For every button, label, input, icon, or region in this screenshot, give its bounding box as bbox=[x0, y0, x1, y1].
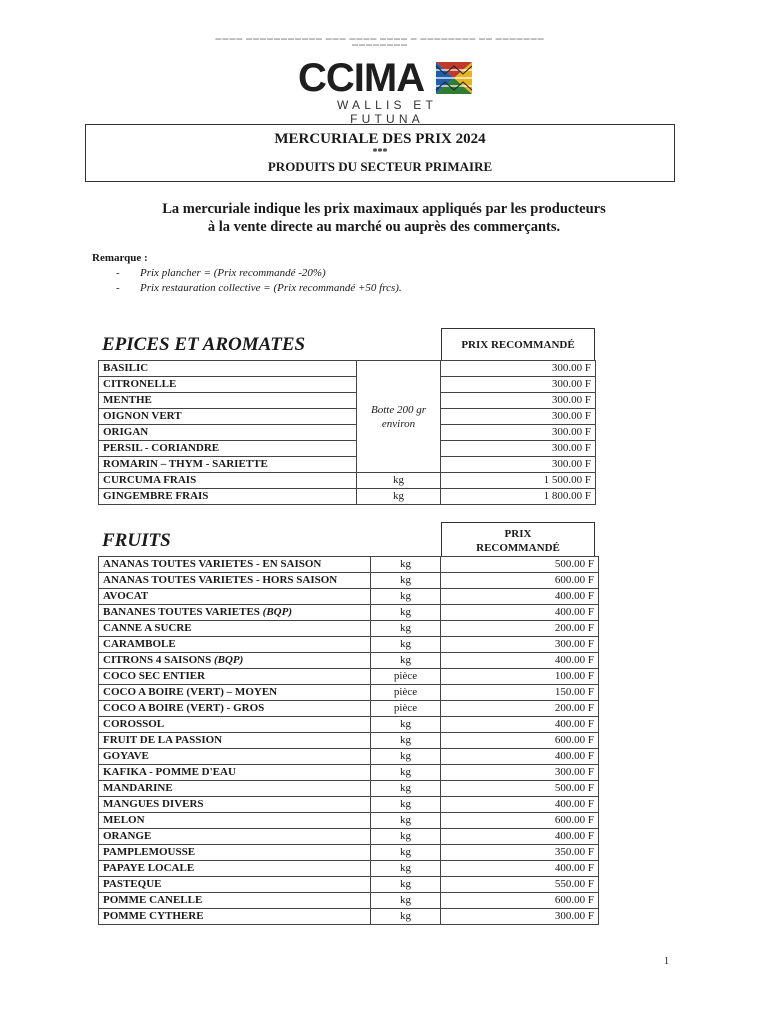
item-name: MELON bbox=[103, 814, 145, 826]
document-title: MERCURIALE DES PRIX 2024 bbox=[274, 131, 486, 147]
item-name-cell bbox=[99, 749, 371, 765]
table-row bbox=[99, 877, 599, 893]
item-price: 300.00 F bbox=[441, 409, 596, 425]
item-name: GINGEMBRE FRAIS bbox=[99, 489, 357, 505]
item-name-suffix: (BQP) bbox=[262, 606, 292, 618]
item-name: OIGNON VERT bbox=[99, 409, 357, 425]
table-row bbox=[99, 409, 596, 425]
item-unit: pièce bbox=[371, 669, 441, 685]
page-number: 1 bbox=[664, 956, 669, 967]
item-price: 400.00 F bbox=[441, 829, 599, 845]
table-row bbox=[99, 669, 599, 685]
item-name: BASILIC bbox=[99, 361, 357, 377]
table-row bbox=[99, 457, 596, 473]
item-name: CARAMBOLE bbox=[103, 638, 176, 650]
logo-wordmark: CCIMA bbox=[298, 56, 425, 100]
item-name: AVOCAT bbox=[103, 590, 149, 602]
item-name-cell bbox=[99, 557, 371, 573]
item-name-cell bbox=[99, 637, 371, 653]
table-row bbox=[99, 701, 599, 717]
item-price: 400.00 F bbox=[441, 861, 599, 877]
table-row bbox=[99, 893, 599, 909]
item-price: 500.00 F bbox=[441, 781, 599, 797]
table-row bbox=[99, 393, 596, 409]
item-name: ROMARIN – THYM - SARIETTE bbox=[99, 457, 357, 473]
fruits-price-header-line-1: PRIX bbox=[504, 528, 532, 540]
item-unit: kg bbox=[371, 557, 441, 573]
item-name-suffix: (BQP) bbox=[213, 654, 244, 666]
table-row bbox=[99, 717, 599, 733]
item-unit: kg bbox=[371, 733, 441, 749]
table-row bbox=[99, 861, 599, 877]
item-unit: kg bbox=[357, 473, 441, 489]
item-name: KAFIKA - POMME D'EAU bbox=[103, 766, 236, 778]
table-row bbox=[99, 621, 599, 637]
fruits-price-header-line-2: RECOMMANDÉ bbox=[476, 542, 560, 554]
item-price: 600.00 F bbox=[441, 733, 599, 749]
item-name: CANNE A SUCRE bbox=[103, 622, 192, 634]
item-unit: pièce bbox=[371, 685, 441, 701]
epices-table bbox=[98, 360, 596, 505]
table-row bbox=[99, 589, 599, 605]
item-price: 400.00 F bbox=[441, 717, 599, 733]
item-price: 1 500.00 F bbox=[441, 473, 596, 489]
item-unit: kg bbox=[371, 621, 441, 637]
item-unit: kg bbox=[371, 845, 441, 861]
item-name-cell bbox=[99, 573, 371, 589]
item-unit: kg bbox=[371, 653, 441, 669]
item-name: COCO A BOIRE (VERT) - GROS bbox=[103, 702, 265, 714]
item-name-cell bbox=[99, 685, 371, 701]
logo-pattern-icon bbox=[436, 62, 472, 94]
intro-line-1: La mercuriale indique les prix maximaux appliqués par les producteurs bbox=[162, 201, 606, 217]
table-row bbox=[99, 797, 599, 813]
item-name: MENTHE bbox=[99, 393, 357, 409]
item-name: ANANAS TOUTES VARIETES - EN SAISON bbox=[103, 558, 322, 570]
item-name-cell bbox=[99, 861, 371, 877]
item-name: COROSSOL bbox=[103, 718, 165, 730]
item-name: FRUIT DE LA PASSION bbox=[103, 734, 223, 746]
table-row bbox=[99, 813, 599, 829]
item-price: 600.00 F bbox=[441, 573, 599, 589]
item-name-cell bbox=[99, 845, 371, 861]
item-name: PERSIL - CORIANDRE bbox=[99, 441, 357, 457]
table-row bbox=[99, 605, 599, 621]
epices-price-header: PRIX RECOMMANDÉ bbox=[441, 328, 595, 361]
item-name: MANDARINE bbox=[103, 782, 173, 794]
unit-merged-cell: Botte 200 gr environ bbox=[357, 361, 441, 473]
item-price: 300.00 F bbox=[441, 377, 596, 393]
table-row bbox=[99, 425, 596, 441]
item-name-cell bbox=[99, 781, 371, 797]
table-row bbox=[99, 557, 599, 573]
item-name: ORIGAN bbox=[99, 425, 357, 441]
table-row bbox=[99, 489, 596, 505]
item-name: PASTEQUE bbox=[103, 878, 162, 890]
item-unit: kg bbox=[371, 637, 441, 653]
remark-heading: Remarque : bbox=[92, 252, 148, 264]
item-price: 100.00 F bbox=[441, 669, 599, 685]
item-price: 300.00 F bbox=[441, 441, 596, 457]
intro-paragraph bbox=[100, 200, 668, 236]
item-price: 400.00 F bbox=[441, 653, 599, 669]
item-unit: kg bbox=[371, 813, 441, 829]
section-title-epices: EPICES ET AROMATES bbox=[102, 334, 306, 355]
item-name-cell bbox=[99, 701, 371, 717]
item-name-cell bbox=[99, 829, 371, 845]
item-unit: kg bbox=[371, 861, 441, 877]
item-name: GOYAVE bbox=[103, 750, 149, 762]
ccima-logo bbox=[298, 56, 478, 126]
item-price: 300.00 F bbox=[441, 457, 596, 473]
table-row bbox=[99, 765, 599, 781]
table-row bbox=[99, 685, 599, 701]
item-name-cell bbox=[99, 621, 371, 637]
item-name: POMME CYTHERE bbox=[103, 910, 204, 922]
table-row bbox=[99, 361, 596, 377]
item-unit: kg bbox=[371, 589, 441, 605]
item-name-cell bbox=[99, 589, 371, 605]
item-name: POMME CANELLE bbox=[103, 894, 203, 906]
item-price: 150.00 F bbox=[441, 685, 599, 701]
remark-item: - Prix plancher = (Prix recommandé -20%) bbox=[116, 266, 402, 281]
table-row bbox=[99, 573, 599, 589]
item-name: BANANES TOUTES VARIETES bbox=[103, 606, 260, 618]
item-price: 200.00 F bbox=[441, 621, 599, 637]
document-title-box bbox=[85, 124, 675, 182]
table-row bbox=[99, 377, 596, 393]
item-name-cell bbox=[99, 605, 371, 621]
item-price: 350.00 F bbox=[441, 845, 599, 861]
item-price: 400.00 F bbox=[441, 797, 599, 813]
item-name-cell bbox=[99, 877, 371, 893]
item-name: PAMPLEMOUSSE bbox=[103, 846, 196, 858]
item-price: 500.00 F bbox=[441, 557, 599, 573]
table-row bbox=[99, 637, 599, 653]
table-row bbox=[99, 441, 596, 457]
item-name: CITRONS 4 SAISONS bbox=[103, 654, 212, 666]
remark-item: - Prix restauration collective = (Prix recommandé +50 frcs). bbox=[116, 281, 402, 296]
item-name-cell bbox=[99, 909, 371, 925]
item-name-cell bbox=[99, 669, 371, 685]
item-price: 1 800.00 F bbox=[441, 489, 596, 505]
item-unit: kg bbox=[357, 489, 441, 505]
item-name-cell bbox=[99, 797, 371, 813]
item-name: MANGUES DIVERS bbox=[103, 798, 204, 810]
title-separator: *** bbox=[372, 147, 388, 158]
item-name: ANANAS TOUTES VARIETES - HORS SAISON bbox=[103, 574, 338, 586]
faded-header-strip: ▬▬▬▬ ▬▬▬▬▬▬▬▬▬▬▬ ▬▬▬ ▬▬▬▬ ▬▬▬▬ ▬ ▬▬▬▬▬▬▬▬ ▬▬ ▬▬▬▬▬▬▬ ▬▬▬▬▬▬▬▬ bbox=[215, 36, 545, 48]
item-price: 300.00 F bbox=[441, 637, 599, 653]
table-row bbox=[99, 909, 599, 925]
item-unit: kg bbox=[371, 573, 441, 589]
item-name: CITRONELLE bbox=[99, 377, 357, 393]
item-name: ORANGE bbox=[103, 830, 152, 842]
item-price: 400.00 F bbox=[441, 749, 599, 765]
item-unit: kg bbox=[371, 797, 441, 813]
table-row bbox=[99, 473, 596, 489]
item-name-cell bbox=[99, 733, 371, 749]
logo-subtitle: WALLIS ET FUTUNA bbox=[336, 98, 438, 126]
fruits-table bbox=[98, 556, 599, 925]
item-unit: pièce bbox=[371, 701, 441, 717]
item-name-cell bbox=[99, 653, 371, 669]
table-row bbox=[99, 653, 599, 669]
table-row bbox=[99, 845, 599, 861]
item-unit: kg bbox=[371, 893, 441, 909]
item-unit: kg bbox=[371, 749, 441, 765]
document-subtitle: PRODUITS DU SECTEUR PRIMAIRE bbox=[267, 159, 493, 174]
item-name-cell bbox=[99, 813, 371, 829]
item-unit: kg bbox=[371, 829, 441, 845]
item-name: COCO A BOIRE (VERT) – MOYEN bbox=[103, 686, 278, 698]
table-row bbox=[99, 749, 599, 765]
item-price: 300.00 F bbox=[441, 909, 599, 925]
item-unit: kg bbox=[371, 717, 441, 733]
item-price: 300.00 F bbox=[441, 765, 599, 781]
item-price: 300.00 F bbox=[441, 393, 596, 409]
item-name: PAPAYE LOCALE bbox=[103, 862, 195, 874]
table-row bbox=[99, 733, 599, 749]
item-unit: kg bbox=[371, 909, 441, 925]
item-unit: kg bbox=[371, 781, 441, 797]
item-unit: kg bbox=[371, 877, 441, 893]
intro-line-2: à la vente directe au marché ou auprès des commerçants. bbox=[207, 219, 561, 235]
section-title-fruits: FRUITS bbox=[102, 530, 171, 551]
item-name-cell bbox=[99, 893, 371, 909]
item-price: 200.00 F bbox=[441, 701, 599, 717]
item-price: 550.00 F bbox=[441, 877, 599, 893]
item-price: 400.00 F bbox=[441, 605, 599, 621]
item-name: CURCUMA FRAIS bbox=[99, 473, 357, 489]
item-price: 300.00 F bbox=[441, 425, 596, 441]
table-row bbox=[99, 781, 599, 797]
item-name-cell bbox=[99, 717, 371, 733]
item-price: 600.00 F bbox=[441, 893, 599, 909]
item-name: COCO SEC ENTIER bbox=[103, 670, 206, 682]
table-row bbox=[99, 829, 599, 845]
item-name-cell bbox=[99, 765, 371, 781]
item-price: 600.00 F bbox=[441, 813, 599, 829]
item-price: 300.00 F bbox=[441, 361, 596, 377]
item-unit: kg bbox=[371, 765, 441, 781]
item-unit: kg bbox=[371, 605, 441, 621]
fruits-price-header bbox=[441, 522, 595, 557]
item-price: 400.00 F bbox=[441, 589, 599, 605]
remark-list bbox=[116, 266, 402, 296]
